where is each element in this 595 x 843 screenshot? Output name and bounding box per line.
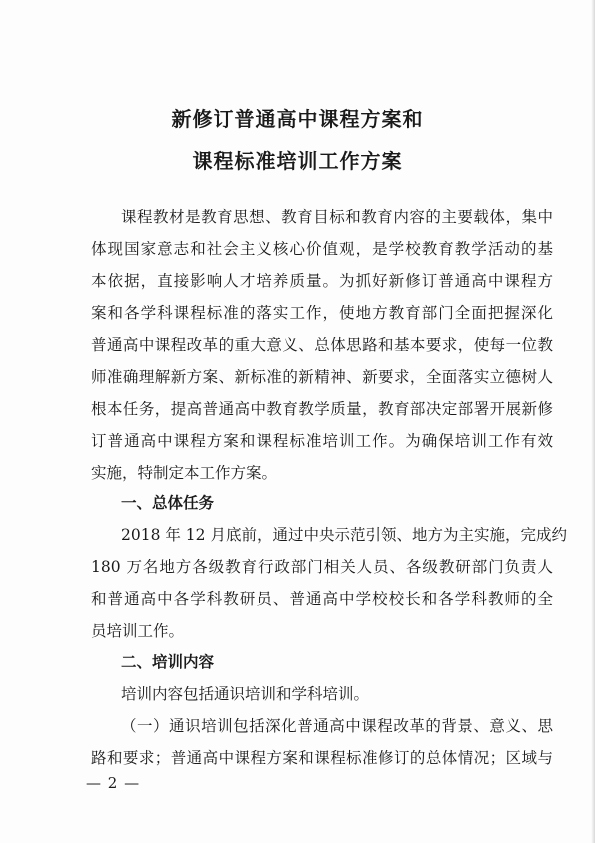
intro-line: 本依据，直接影响人才培养质量。为抓好新修订普通高中课程方 bbox=[91, 272, 553, 290]
intro-line: 根本任务，提高普通高中教育教学质量，教育部决定部署开展新修 bbox=[91, 400, 553, 418]
intro-line: 案和各学科课程标准的落实工作，使地方教育部门全面把握深化 bbox=[91, 304, 553, 322]
intro-line: 课程教材是教育思想、教育目标和教育内容的主要载体，集中 bbox=[121, 208, 553, 226]
section-1-line: 180 万名地方各级教育行政部门相关人员、各级教研部门负责人 bbox=[91, 558, 553, 576]
intro-line: 订普通高中课程方案和课程标准培训工作。为确保培训工作有效 bbox=[91, 432, 553, 450]
section-heading-overall-task: 一、总体任务 bbox=[121, 494, 215, 512]
intro-line: 实施，特制定本工作方案。 bbox=[91, 464, 278, 482]
document-title-line-1: 新修订普通高中课程方案和 bbox=[171, 107, 424, 131]
intro-line: 普通高中课程改革的重大意义、总体思路和基本要求，使每一位教 bbox=[91, 336, 553, 354]
section-heading-training-content: 二、培训内容 bbox=[121, 653, 215, 671]
intro-line: 体现国家意志和社会主义核心价值观，是学校教育教学活动的基 bbox=[91, 240, 553, 258]
section-1-line: 2018 年 12 月底前，通过中央示范引领、地方为主实施，完成约 bbox=[121, 526, 567, 544]
document-title-line-2: 课程标准培训工作方案 bbox=[192, 149, 403, 173]
page-number: — 2 — bbox=[86, 774, 141, 792]
section-1-line: 和普通高中各学科教研员、普通高中学校校长和各学科教师的全 bbox=[91, 590, 553, 608]
section-1-line: 员培训工作。 bbox=[91, 622, 185, 640]
section-2-item-line: 路和要求；普通高中课程方案和课程标准修订的总体情况；区域与 bbox=[91, 749, 553, 767]
intro-line: 师准确理解新方案、新标准的新精神、新要求，全面落实立德树人 bbox=[91, 368, 553, 386]
section-2-intro: 培训内容包括通识培训和学科培训。 bbox=[121, 685, 370, 703]
section-2-item-line: （一）通识培训包括深化普通高中课程改革的背景、意义、思 bbox=[121, 717, 553, 735]
